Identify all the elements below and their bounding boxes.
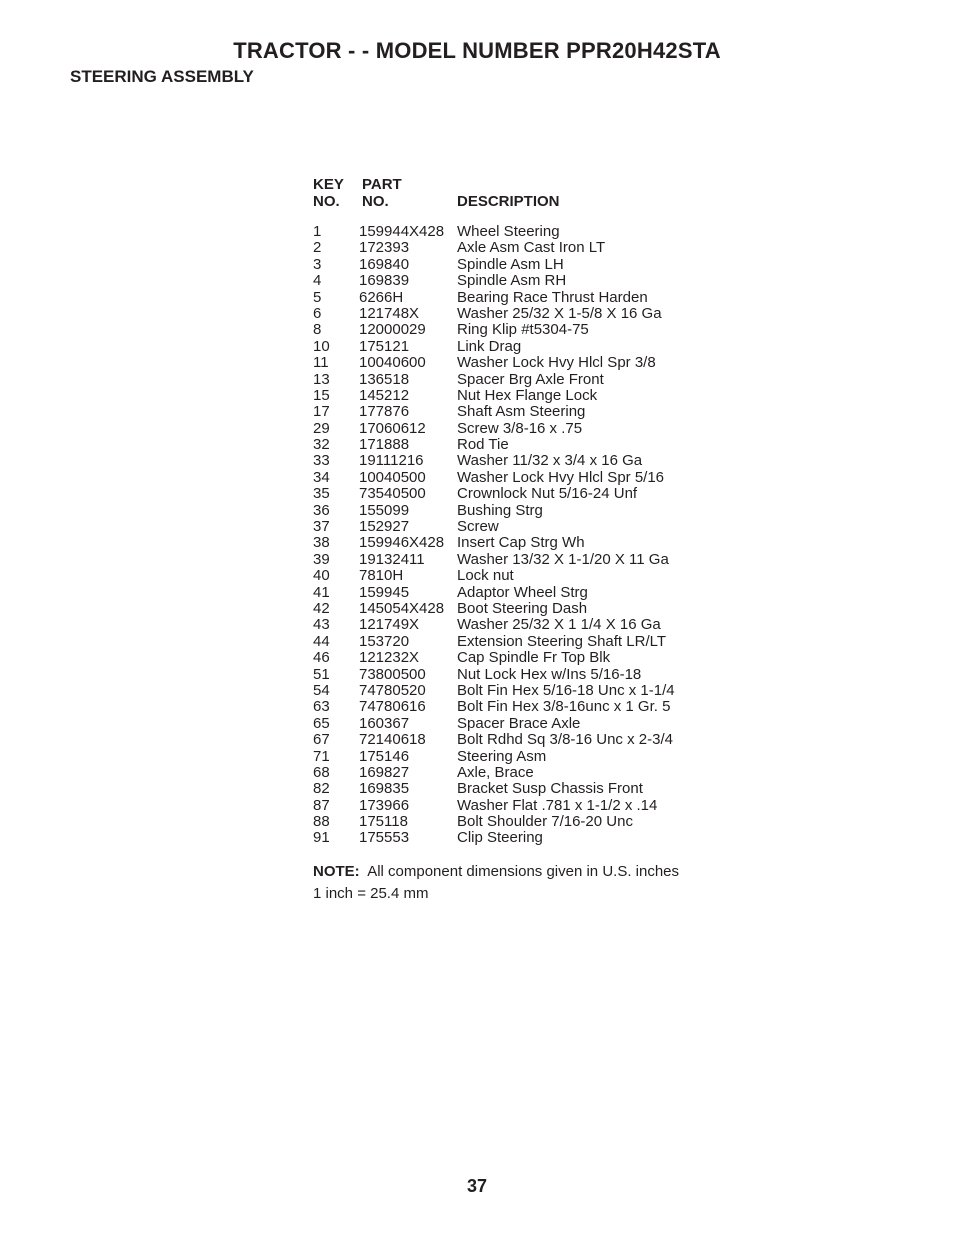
part-description: Bracket Susp Chassis Front [457,780,643,798]
part-description: Crownlock Nut 5/16-24 Unf [457,485,638,503]
key-number: 65 [313,714,330,732]
part-description: Washer Flat .781 x 1-1/2 x .14 [457,796,658,814]
table-row [313,503,679,519]
parts-list-rows [313,224,679,847]
page-title: TRACTOR - - MODEL NUMBER PPR20H42STA [233,38,721,63]
parts-list [313,176,679,905]
table-row [313,568,679,584]
part-description: Extension Steering Shaft LR/LT [457,632,667,650]
table-row [313,749,679,765]
table-row [313,765,679,781]
key-number: 6 [313,304,322,322]
part-number: 155099 [359,501,410,519]
part-number: 19111216 [359,452,424,470]
part-number: 73540500 [359,485,426,503]
key-number: 4 [313,272,322,290]
part-description: Ring Klip #t5304-75 [457,321,589,339]
table-row [313,798,679,814]
part-description: Screw [457,518,499,536]
part-description: Boot Steering Dash [457,599,588,617]
part-number: 169840 [359,255,410,273]
key-number: 37 [313,518,330,536]
part-description: Nut Lock Hex w/Ins 5/16-18 [457,665,642,683]
key-number: 8 [313,321,322,339]
key-number: 63 [313,698,330,716]
table-row [313,535,679,551]
part-description: Link Drag [457,337,522,355]
part-number: 173966 [359,796,410,814]
table-row [313,585,679,601]
key-number: 43 [313,616,330,634]
table-row [313,453,679,469]
part-description: Bolt Fin Hex 3/8-16unc x 1 Gr. 5 [457,698,671,716]
key-number: 91 [313,829,330,847]
key-number: 2 [313,239,322,257]
part-description: Bushing Strg [457,501,543,519]
part-description: Bolt Rdhd Sq 3/8-16 Unc x 2-3/4 [457,731,673,749]
part-description: Spacer Brace Axle [457,714,581,732]
part-description: Washer 25/32 X 1-5/8 X 16 Ga [457,304,662,322]
table-row [313,699,679,715]
table-row [313,240,679,256]
header-part-line1: PART [362,176,402,193]
table-row [313,339,679,355]
page-number: 37 [466,1176,488,1196]
part-number: 159946X428 [359,534,445,552]
part-number: 169827 [359,763,410,781]
key-number: 34 [313,468,330,486]
part-description: Bolt Fin Hex 5/16-18 Unc x 1-1/4 [457,681,675,699]
part-number: 12000029 [359,321,426,339]
part-number: 175121 [359,337,410,355]
part-number: 121749X [359,616,420,634]
key-number: 32 [313,436,330,454]
table-row [313,732,679,748]
table-row [313,322,679,338]
part-number: 10040600 [359,354,426,372]
table-row [313,224,679,240]
key-number: 17 [313,403,330,421]
part-description: Washer 13/32 X 1-1/20 X 11 Ga [457,550,669,568]
part-number: 159944X428 [359,223,445,240]
key-number: 3 [313,255,322,273]
key-number: 39 [313,550,330,568]
table-row [313,372,679,388]
section-title: STEERING ASSEMBLY [70,67,254,86]
part-number: 171888 [359,436,410,454]
key-number: 5 [313,288,322,306]
part-number: 177876 [359,403,410,421]
table-row [313,716,679,732]
key-number: 67 [313,731,330,749]
header-description: DESCRIPTION [457,193,560,210]
part-description: Washer 11/32 x 3/4 x 16 Ga [457,452,643,470]
part-number: 172393 [359,239,410,257]
key-number: 54 [313,681,330,699]
table-row [313,486,679,502]
table-row [313,519,679,535]
key-number: 36 [313,501,330,519]
key-number: 1 [313,223,322,240]
part-description: Nut Hex Flange Lock [457,386,598,404]
part-description: Spacer Brg Axle Front [457,370,604,388]
part-number: 19132411 [359,550,425,568]
header-key-line2: NO. [313,193,340,210]
part-number: 121232X [359,649,420,667]
parts-list-header [313,176,679,210]
table-row [313,257,679,273]
part-description: Screw 3/8-16 x .75 [457,419,583,437]
key-number: 29 [313,419,330,437]
part-number: 175118 [359,813,408,831]
note-line [313,861,679,883]
table-row [313,273,679,289]
table-row [313,601,679,617]
key-number: 38 [313,534,330,552]
table-row [313,470,679,486]
table-row [313,306,679,322]
part-description: Steering Asm [457,747,547,765]
key-number: 40 [313,567,330,585]
key-number: 82 [313,780,330,798]
key-number: 71 [313,747,330,765]
part-description: Shaft Asm Steering [457,403,586,421]
key-number: 46 [313,649,330,667]
key-number: 87 [313,796,330,814]
part-description: Washer Lock Hvy Hlcl Spr 5/16 [457,468,665,486]
key-number: 13 [313,370,330,388]
key-number: 42 [313,599,330,617]
header-part-line2: NO. [362,193,389,210]
note-label: NOTE: [313,862,360,880]
part-description: Clip Steering [457,829,543,847]
key-number: 33 [313,452,330,470]
part-number: 152927 [359,518,410,536]
table-row [313,388,679,404]
part-description: Axle Asm Cast Iron LT [457,239,606,257]
part-number: 10040500 [359,468,426,486]
key-number: 35 [313,485,330,503]
table-row [313,355,679,371]
part-number: 153720 [359,632,410,650]
part-number: 145212 [359,386,410,404]
table-row [313,617,679,633]
part-description: Rod Tie [457,436,509,454]
key-number: 88 [313,813,330,831]
table-row [313,667,679,683]
part-description: Axle, Brace [457,763,534,781]
part-number: 175146 [359,747,410,765]
part-number: 73800500 [359,665,426,683]
part-number: 175553 [359,829,410,847]
part-description: Lock nut [457,567,514,585]
part-description: Wheel Steering [457,223,560,240]
key-number: 51 [313,665,330,683]
part-number: 136518 [359,370,410,388]
part-number: 7810H [359,567,404,585]
key-number: 68 [313,763,330,781]
part-description: Spindle Asm RH [457,272,567,290]
table-row [313,290,679,306]
part-description: Washer 25/32 X 1 1/4 X 16 Ga [457,616,661,634]
table-row [313,650,679,666]
part-description: Insert Cap Strg Wh [457,534,585,552]
note-conversion: 1 inch = 25.4 mm [313,884,429,902]
part-description: Adaptor Wheel Strg [457,583,588,601]
part-number: 6266H [359,288,404,306]
note-block [313,861,679,905]
table-row [313,421,679,437]
part-number: 159945 [359,583,410,601]
table-row [313,830,679,846]
key-number: 10 [313,337,330,355]
part-number: 160367 [359,714,410,732]
part-description: Bearing Race Thrust Harden [457,288,648,306]
table-row [313,634,679,650]
part-description: Bolt Shoulder 7/16-20 Unc [457,813,633,831]
table-row [313,552,679,568]
part-number: 169839 [359,272,410,290]
table-row [313,781,679,797]
part-number: 72140618 [359,731,426,749]
part-description: Spindle Asm LH [457,255,564,273]
table-row [313,683,679,699]
header-key-line1: KEY [313,176,344,193]
key-number: 41 [313,583,330,601]
key-number: 11 [313,354,329,372]
part-description: Cap Spindle Fr Top Blk [457,649,611,667]
table-row [313,437,679,453]
part-number: 17060612 [359,419,426,437]
key-number: 15 [313,386,330,404]
key-number: 44 [313,632,330,650]
table-row [313,814,679,830]
part-number: 74780520 [359,681,426,699]
part-number: 74780616 [359,698,426,716]
table-row [313,404,679,420]
part-number: 121748X [359,304,420,322]
note-text: All component dimensions given in U.S. inches [367,862,680,880]
part-number: 169835 [359,780,410,798]
part-number: 145054X428 [359,599,445,617]
part-description: Washer Lock Hvy Hlcl Spr 3/8 [457,354,656,372]
